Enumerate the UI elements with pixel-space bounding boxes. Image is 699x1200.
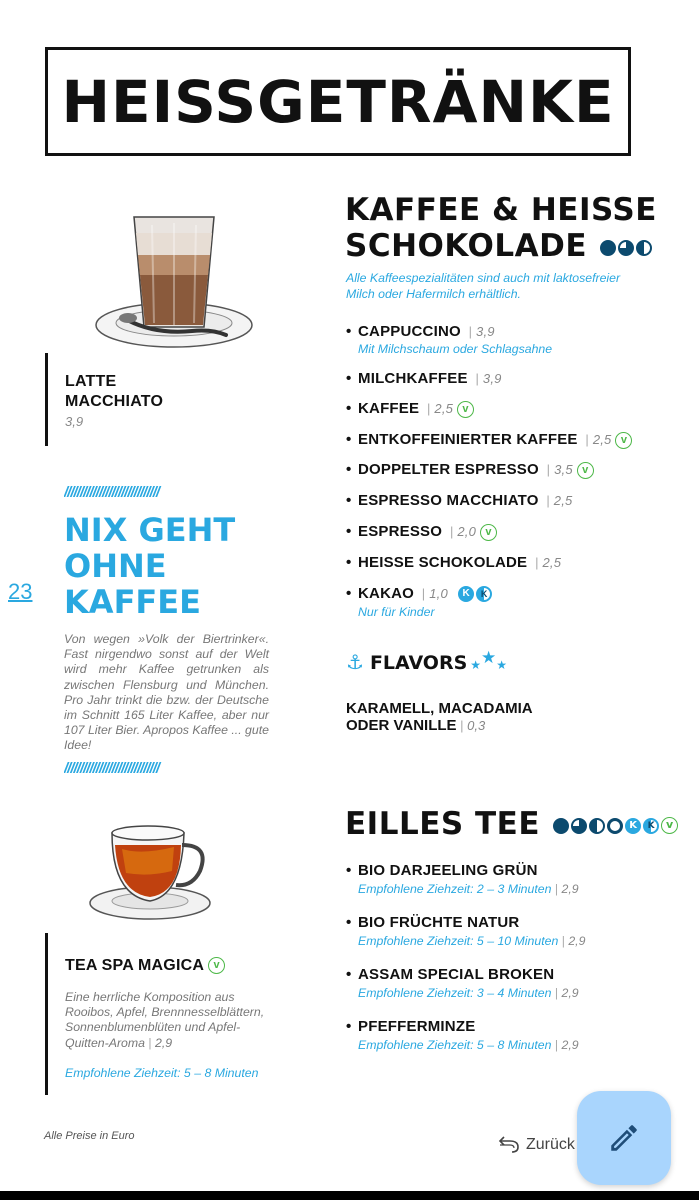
vegan-icon: v <box>661 817 678 834</box>
item-price: 2,5 <box>592 432 612 447</box>
title-box <box>45 47 631 156</box>
tea-spa-accent-bar <box>45 933 48 1095</box>
tea-cup-image <box>82 815 212 925</box>
item-price: 1,0 <box>429 586 448 601</box>
coffee-note: Alle Kaffeespezialitäten sind auch mit laktosefreier Milch oder Hafermilch erhältlich. <box>346 271 621 301</box>
item-price: 3,9 <box>476 324 495 339</box>
edit-fab-button[interactable] <box>577 1091 671 1185</box>
menu-item-kakao: • KAKAO | 1,0 K K <box>346 585 492 602</box>
item-name: DOPPELTER ESPRESSO <box>358 461 539 478</box>
page-title: HEISSGETRÄNKE <box>61 67 615 136</box>
item-price: 2,5 <box>434 401 454 416</box>
vegan-icon: v <box>457 401 474 418</box>
tea-spa-item <box>65 956 275 1081</box>
kids-half-icon: K <box>643 818 659 834</box>
coffee-title-line2: SCHOKOLADE <box>345 228 588 264</box>
item-price: 3,5 <box>554 462 573 477</box>
latte-accent-bar <box>45 353 48 446</box>
menu-item-milchkaffee: • MILCHKAFFEE | 3,9 <box>346 370 502 387</box>
footer-note: Alle Preise in Euro <box>44 1130 135 1142</box>
nix-title-line2: OHNE <box>64 547 167 585</box>
coffee-title-line1: KAFFEE & HEISSE <box>345 192 657 228</box>
filled-circle-icon <box>600 240 616 256</box>
menu-item-entkoffeinierter-kaffee: • ENTKOFFEINIERTER KAFFEE | 2,5 v <box>346 431 632 449</box>
pencil-icon <box>607 1121 641 1155</box>
latte-macchiato-item <box>65 372 163 429</box>
tea-title: EILLES TEE <box>345 806 541 842</box>
three-quarter-circle-icon <box>571 818 587 834</box>
vegan-icon: v <box>208 957 225 974</box>
kids-icon: K <box>458 586 474 602</box>
nix-text: Von wegen »Volk der Biertrinker«. Fast nirgendwo sonst auf der Welt wird mehr Kaffee getrunken als zwischen Flensburg und München. Pro Jahr trinkt die bzw. der Deutsche im Schnitt 165 Liter Kaffee, aber nur 107 Liter Bier. Apropos Kaffee ... gute Idee! <box>64 632 269 753</box>
item-price: 2,5 <box>542 555 562 570</box>
item-price: 2,5 <box>553 493 573 508</box>
item-steep: Empfohlene Ziehzeit: 5 – 8 Minuten <box>358 1038 552 1052</box>
flavors-heading <box>346 648 507 674</box>
vegan-icon: v <box>480 524 497 541</box>
nix-title-line3: KAFFEE <box>64 583 201 621</box>
item-price: 2,0 <box>457 524 477 539</box>
item-name: CAPPUCCINO <box>358 323 461 340</box>
tea-spa-name: TEA SPA MAGICA <box>65 957 205 974</box>
item-price: 3,9 <box>482 371 502 386</box>
item-name: PFEFFERMINZE <box>358 1018 476 1035</box>
back-label: Zurück <box>526 1136 575 1153</box>
menu-item-doppelter-espresso: • DOPPELTER ESPRESSO | 3,5 v <box>346 461 594 479</box>
item-steep: Empfohlene Ziehzeit: 3 – 4 Minuten <box>358 986 552 1000</box>
half-circle-icon <box>589 818 605 834</box>
item-name: KAFFEE <box>358 400 420 417</box>
tea-item-assam: • ASSAM SPECIAL BROKEN <box>346 966 555 983</box>
item-name: HEISSE SCHOKOLADE <box>358 554 528 571</box>
filled-circle-icon <box>553 818 569 834</box>
tea-steep-fruechte: Empfohlene Ziehzeit: 5 – 10 Minuten | 2,9 <box>358 934 586 948</box>
tea-item-darjeeling: • BIO DARJEELING GRÜN <box>346 862 538 879</box>
stars-icon: ★★★ <box>470 648 508 672</box>
page-number: 23 <box>8 579 33 604</box>
flavors-price: 0,3 <box>467 718 486 733</box>
item-name: ESPRESSO <box>358 523 443 540</box>
vegan-icon: v <box>577 462 594 479</box>
tea-spa-description: Eine herrliche Komposition aus Rooibos, Apfel, Brennnesselblättern, Sonnenblumenblüten und Apfel-Quitten-Aroma <box>65 990 265 1050</box>
cappuccino-note: Mit Milchschaum oder Schlagsahne <box>358 342 553 356</box>
item-name: ENTKOFFEINIERTER KAFFEE <box>358 431 578 448</box>
back-arrow-icon <box>498 1136 520 1154</box>
item-price: 2,9 <box>561 1038 579 1052</box>
tea-spa-price: 2,9 <box>155 1035 173 1050</box>
item-name: BIO FRÜCHTE NATUR <box>358 914 520 931</box>
anchor-icon: ⚓ <box>346 650 364 674</box>
menu-item-espresso: • ESPRESSO | 2,0 v <box>346 523 497 541</box>
tea-steep-pfefferminze: Empfohlene Ziehzeit: 5 – 8 Minuten | 2,9 <box>358 1038 579 1052</box>
menu-item-kaffee: • KAFFEE | 2,5 v <box>346 400 474 418</box>
latte-macchiato-image <box>92 205 257 355</box>
slash-divider-top: ////////////////////////////// <box>64 484 160 501</box>
back-button[interactable] <box>498 1136 575 1154</box>
tea-spa-description-block <box>65 990 275 1051</box>
item-price: 2,9 <box>561 882 579 896</box>
flavors-title: FLAVORS <box>369 652 468 674</box>
tea-steep-assam: Empfohlene Ziehzeit: 3 – 4 Minuten | 2,9 <box>358 986 579 1000</box>
ring-icon <box>607 818 623 834</box>
menu-item-heisse-schokolade: • HEISSE SCHOKOLADE | 2,5 <box>346 554 562 571</box>
menu-item-cappuccino: • CAPPUCCINO | 3,9 <box>346 323 495 340</box>
menu-item-espresso-macchiato: • ESPRESSO MACCHIATO | 2,5 <box>346 492 573 509</box>
item-steep: Empfohlene Ziehzeit: 2 – 3 Minuten <box>358 882 552 896</box>
flavors-line2: ODER VANILLE <box>346 717 457 734</box>
coffee-section-title <box>345 192 657 264</box>
bottom-edge-bar <box>0 1191 699 1200</box>
slash-divider-bottom: ////////////////////////////// <box>64 760 160 777</box>
item-price: 2,9 <box>568 934 586 948</box>
tea-item-pfefferminze: • PFEFFERMINZE <box>346 1018 476 1035</box>
tea-spa-steep-time: Empfohlene Ziehzeit: 5 – 8 Minuten <box>65 1065 259 1080</box>
latte-name-line2: MACCHIATO <box>65 393 164 410</box>
item-name: MILCHKAFFEE <box>358 370 468 387</box>
vegan-icon: v <box>615 432 632 449</box>
latte-name-line1: LATTE <box>65 373 117 390</box>
tea-steep-darjeeling: Empfohlene Ziehzeit: 2 – 3 Minuten | 2,9 <box>358 882 579 896</box>
flavors-description: KARAMELL, MACADAMIA ODER VANILLE | 0,3 <box>346 700 533 734</box>
item-name: BIO DARJEELING GRÜN <box>358 862 538 879</box>
tea-section-title <box>345 805 678 843</box>
kakao-note: Nur für Kinder <box>358 605 435 619</box>
nix-title <box>64 512 235 620</box>
kids-half-icon: K <box>476 586 492 602</box>
kids-icon: K <box>625 818 641 834</box>
item-name: KAKAO <box>358 585 414 602</box>
item-price: 2,9 <box>561 986 579 1000</box>
item-name: ASSAM SPECIAL BROKEN <box>358 966 555 983</box>
price-separator: | <box>148 1035 152 1050</box>
tea-item-fruechte: • BIO FRÜCHTE NATUR <box>346 914 520 931</box>
three-quarter-circle-icon <box>618 240 634 256</box>
half-circle-icon <box>636 240 652 256</box>
latte-price: 3,9 <box>65 414 84 429</box>
nix-title-line1: NIX GEHT <box>64 511 236 549</box>
flavors-line1: KARAMELL, MACADAMIA <box>346 700 533 717</box>
item-steep: Empfohlene Ziehzeit: 5 – 10 Minuten <box>358 934 559 948</box>
item-name: ESPRESSO MACCHIATO <box>358 492 539 509</box>
